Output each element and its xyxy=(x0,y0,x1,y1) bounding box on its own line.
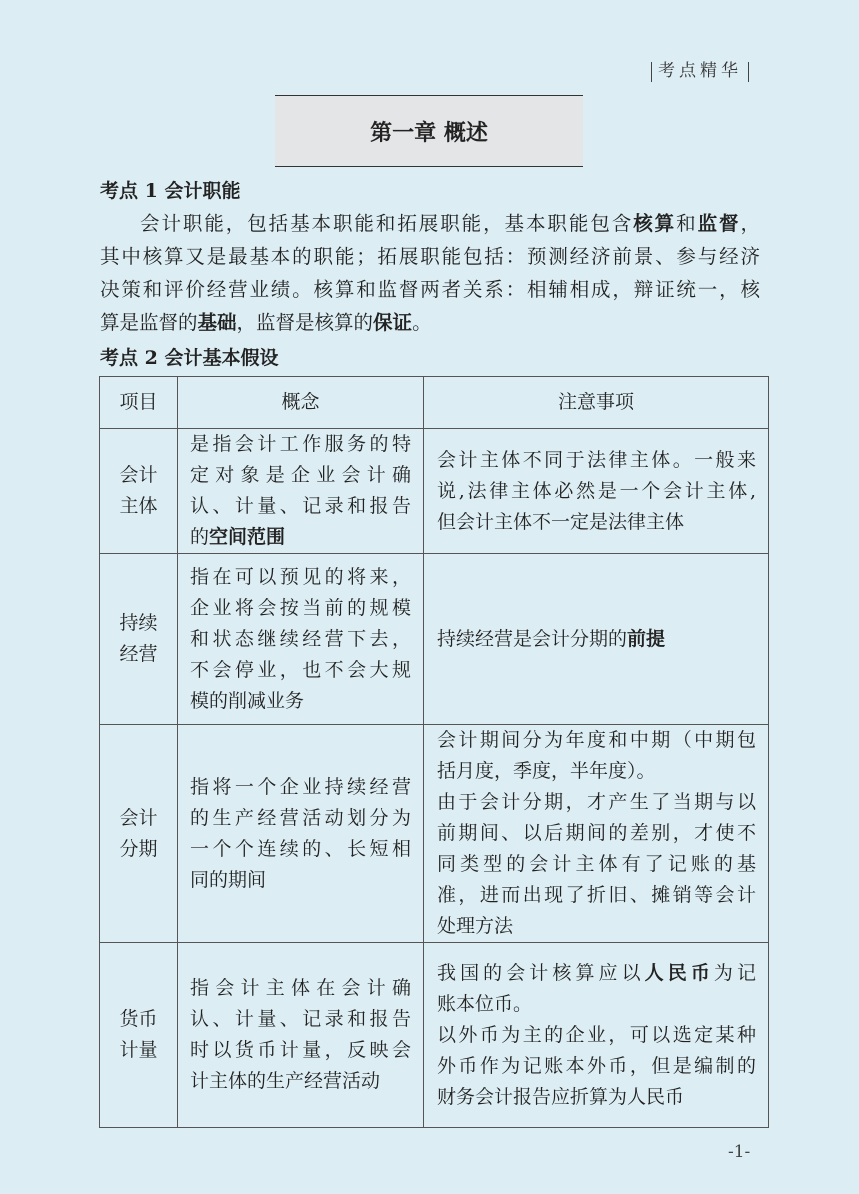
text-segment: 说,法律主体必然是一个会计主体, xyxy=(437,479,756,502)
text-line xyxy=(100,273,760,306)
text-line xyxy=(437,756,756,787)
emphasis-text: 人民币 xyxy=(644,961,714,984)
emphasis-text: 基础 xyxy=(197,311,237,334)
text-segment: 财务会计报告应折算为人民币 xyxy=(437,1085,685,1108)
text-segment: 企业将会按当前的规模 xyxy=(190,596,411,619)
table-header-row xyxy=(100,377,769,429)
notes-cell xyxy=(424,725,769,943)
text-line xyxy=(190,1004,411,1035)
text-segment: 括月度，季度，半年度）。 xyxy=(437,760,656,782)
notes-cell xyxy=(424,943,769,1128)
header-item: 项目 xyxy=(100,377,178,429)
text-line xyxy=(437,476,756,507)
item-label: 持续 xyxy=(119,612,158,634)
section-label: 考点精华 xyxy=(658,61,742,81)
point2-heading: 考点 2 会计基本假设 xyxy=(100,347,279,369)
text-segment: 认、计量、记录和报告 xyxy=(190,495,411,517)
text-segment: 算是监督的 xyxy=(100,311,198,334)
text-line xyxy=(190,460,411,491)
text-segment: 是指会计工作服务的特 xyxy=(190,433,411,455)
text-segment: 指将一个企业持续经营 xyxy=(190,775,411,798)
page-number: -1- xyxy=(728,1142,751,1162)
emphasis-text: 保证 xyxy=(373,311,413,334)
table-row xyxy=(100,554,769,725)
text-segment: 以外币为主的企业，可以选定某种 xyxy=(437,1023,756,1046)
text-segment: 定对象是企业会计确 xyxy=(190,464,411,486)
text-segment: 一个个连续的、长短相 xyxy=(190,837,411,860)
text-segment: 不会停业，也不会大规 xyxy=(190,658,411,681)
text-line xyxy=(437,787,756,818)
text-line xyxy=(437,1082,756,1113)
text-line xyxy=(190,973,411,1004)
text-line xyxy=(190,803,411,834)
text-segment: 认、计量、记录和报告 xyxy=(190,1008,411,1030)
text-segment: ， xyxy=(740,212,760,235)
item-label: 分期 xyxy=(119,837,158,860)
text-segment: 指会计主体在会计确 xyxy=(190,977,411,999)
header-concept: 概念 xyxy=(178,377,424,429)
point1-heading: 考点 1 会计职能 xyxy=(100,180,241,202)
item-label: 经营 xyxy=(119,643,158,665)
emphasis-text: 监督 xyxy=(697,212,741,235)
text-segment: 准，进而出现了折旧、摊销等会计 xyxy=(437,884,756,906)
text-line xyxy=(100,207,760,240)
text-line xyxy=(437,1020,756,1051)
text-line xyxy=(437,725,756,756)
concept-cell xyxy=(178,429,424,554)
table-row xyxy=(100,943,769,1128)
text-segment: 模的削减业务 xyxy=(190,689,305,712)
text-segment: 和 xyxy=(676,212,698,235)
text-line xyxy=(437,1051,756,1082)
chapter-title: 第一章 概述 xyxy=(370,119,488,146)
emphasis-text: 空间范围 xyxy=(209,526,286,548)
text-line xyxy=(437,818,756,849)
text-segment: 由于会计分期，才产生了当期与以 xyxy=(437,791,756,813)
text-segment: 的生产经营活动划分为 xyxy=(190,806,411,829)
text-line xyxy=(437,958,756,989)
text-line xyxy=(190,624,411,655)
text-segment: 计主体的生产经营活动 xyxy=(190,1070,381,1092)
notes-cell xyxy=(424,554,769,725)
text-line xyxy=(190,429,411,460)
divider xyxy=(748,62,749,82)
text-segment: 同的期间 xyxy=(190,868,267,891)
item-cell xyxy=(100,429,178,554)
table-row xyxy=(100,429,769,554)
assumptions-table xyxy=(99,376,769,1128)
text-line xyxy=(437,507,756,538)
header-notes: 注意事项 xyxy=(424,377,769,429)
item-cell xyxy=(100,725,178,943)
text-line xyxy=(190,522,411,553)
text-line xyxy=(190,1035,411,1066)
text-line xyxy=(437,624,756,655)
text-segment: 。 xyxy=(412,311,432,334)
item-cell xyxy=(100,943,178,1128)
item-label: 货币 xyxy=(119,1008,158,1030)
emphasis-text: 前提 xyxy=(627,627,666,650)
concept-cell xyxy=(178,725,424,943)
text-segment: 同类型的会计主体有了记账的基 xyxy=(437,853,756,875)
text-line xyxy=(100,240,760,273)
text-line xyxy=(437,880,756,911)
running-header xyxy=(645,56,755,82)
item-label: 会计 xyxy=(119,464,158,486)
text-segment: 外币作为记账本外币，但是编制的 xyxy=(437,1054,756,1077)
text-segment: 时以货币计量，反映会 xyxy=(190,1039,411,1061)
text-segment: 账本位币。 xyxy=(437,992,533,1015)
text-line xyxy=(190,772,411,803)
concept-cell xyxy=(178,554,424,725)
text-segment: 会计期间分为年度和中期（中期包 xyxy=(437,729,756,751)
text-segment: 指在可以预见的将来， xyxy=(190,565,411,588)
item-label: 主体 xyxy=(119,495,158,517)
text-segment: 处理方法 xyxy=(437,915,514,937)
notes-cell xyxy=(424,429,769,554)
item-label: 计量 xyxy=(119,1039,158,1061)
text-segment: 会计职能，包括基本职能和拓展职能，基本职能包含 xyxy=(140,212,634,235)
text-line xyxy=(190,655,411,686)
text-segment: 为记 xyxy=(713,961,756,984)
text-segment: 决策和评价经营业绩。核算和监督两者关系：相辅相成，辩证统一，核 xyxy=(100,278,760,301)
table-row xyxy=(100,725,769,943)
text-segment: 的 xyxy=(190,526,210,548)
text-segment: 我国的会计核算应以 xyxy=(437,961,645,984)
text-line xyxy=(437,445,756,476)
text-segment: 前期间、以后期间的差别，才使不 xyxy=(437,822,756,844)
text-line xyxy=(190,562,411,593)
text-segment: 其中核算又是最基本的职能；拓展职能包括：预测经济前景、参与经济 xyxy=(100,245,760,268)
text-segment: ，监督是核算的 xyxy=(236,311,374,334)
text-line xyxy=(190,686,411,717)
text-line xyxy=(190,593,411,624)
item-cell xyxy=(100,554,178,725)
divider xyxy=(651,62,652,82)
chapter-title-box xyxy=(275,95,583,167)
text-line xyxy=(437,989,756,1020)
text-line xyxy=(100,306,760,339)
point1-paragraph xyxy=(100,207,760,339)
text-line xyxy=(437,849,756,880)
text-segment: 会计主体不同于法律主体。一般来 xyxy=(437,448,756,471)
text-line xyxy=(190,491,411,522)
text-line xyxy=(190,834,411,865)
text-line xyxy=(190,865,411,896)
text-segment: 但会计主体不一定是法律主体 xyxy=(437,510,685,533)
text-segment: 持续经营是会计分期的 xyxy=(437,627,628,650)
text-line xyxy=(190,1066,411,1097)
item-label: 会计 xyxy=(119,806,158,829)
text-line xyxy=(437,911,756,942)
emphasis-text: 核算 xyxy=(633,212,677,235)
concept-cell xyxy=(178,943,424,1128)
text-segment: 和状态继续经营下去， xyxy=(190,627,411,650)
